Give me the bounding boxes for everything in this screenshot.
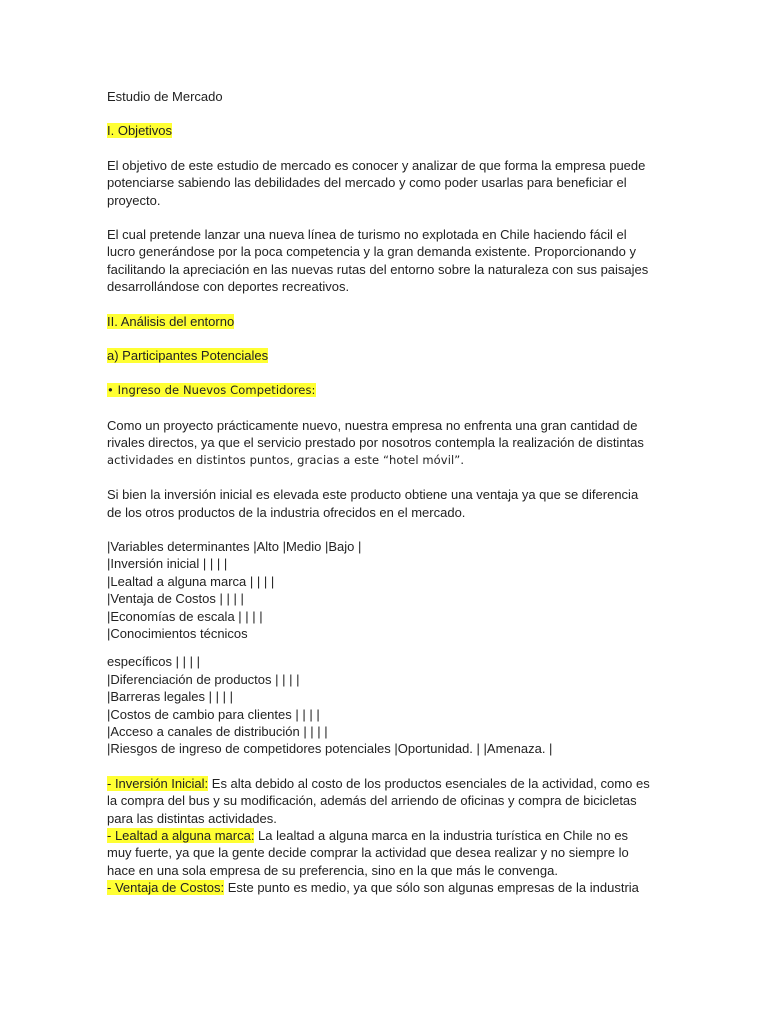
table-row: |Costos de cambio para clientes | | | | [107, 706, 320, 722]
text-line: desarrollándose con deportes recreativos. [107, 279, 350, 295]
table-row: |Diferenciación de productos | | | | [107, 671, 300, 687]
table-row: |Lealtad a alguna marca | | | | [107, 573, 275, 589]
lealtad-label: - Lealtad a alguna marca: [107, 828, 255, 843]
ingreso-heading-text: • Ingreso de Nuevos Competidores: [107, 383, 316, 398]
text-line: Como un proyecto prácticamente nuevo, nuestra empresa no enfrenta una gran cantidad de [107, 417, 638, 433]
table-row: |Inversión inicial | | | | [107, 556, 228, 572]
text-line [107, 827, 667, 844]
lealtad-text: La lealtad a alguna marca en la industria turística en Chile no es [254, 828, 629, 843]
document-title: Estudio de Mercado [107, 89, 223, 104]
text-line: proyecto. [107, 192, 161, 208]
text-line: El objetivo de este estudio de mercado es conocer y analizar de que forma la empresa puede [107, 157, 646, 173]
table-row: |Variables determinantes |Alto |Medio |Bajo | [107, 538, 362, 554]
inversion-label: - Inversión Inicial: [107, 775, 209, 791]
text-line: rivales directos, ya que el servicio prestado por nosotros contempla la realización de distintas [107, 435, 644, 451]
table-row: |Acceso a canales de distribución | | | | [107, 723, 328, 739]
objetivos-heading-text: I. Objetivos [107, 123, 173, 139]
document-page [107, 88, 667, 897]
objetivos-paragraph-1 [107, 157, 667, 209]
table-row: |Ventaja de Costos | | | | [107, 591, 244, 607]
objetivos-heading [107, 122, 667, 139]
table-row: |Barreras legales | | | | [107, 689, 233, 705]
text-line: muy fuerte, ya que la gente decide comprar la actividad que desea realizar y no siempre lo [107, 845, 629, 861]
text-line: para las distintas actividades. [107, 810, 277, 826]
table-row: |Economías de escala | | | | [107, 608, 263, 624]
text-line: facilitando la apreciación en las nuevas rutas del entorno sobre la naturaleza con sus paisajes [107, 261, 649, 277]
objetivos-paragraph-2 [107, 226, 667, 296]
ventaja-label: - Ventaja de Costos: [107, 880, 225, 896]
analisis-heading-text: II. Análisis del entorno [107, 313, 235, 329]
analisis-heading [107, 313, 667, 330]
lealtad-paragraph [107, 827, 667, 879]
table-row: específicos | | | | [107, 654, 200, 670]
text-line [107, 775, 667, 792]
text-line: lucro generándose por la poca competencia y la gran demanda existente. Proporcionando y [107, 244, 637, 260]
variables-table-block-2 [107, 653, 667, 757]
table-row: |Conocimientos técnicos [107, 625, 248, 641]
ingreso-heading [107, 381, 667, 399]
ventaja-text: Este punto es medio, ya que sólo son algunas empresas de la industria [224, 880, 639, 896]
table-row: |Riesgos de ingreso de competidores potenciales |Oportunidad. | |Amenaza. | [107, 741, 553, 757]
text-line: potenciarse sabiendo las debilidades del mercado y como poder usarlas para beneficiar el [107, 175, 627, 191]
text-line: la compra del bus y su modificación, además del arriendo de oficinas y compra de bicicletas [107, 793, 637, 809]
variables-table-block-1 [107, 538, 667, 642]
inversion-text: Es alta debido al costo de los productos esenciales de la actividad, como es [208, 775, 650, 791]
ventaja-paragraph [107, 879, 667, 896]
text-line: Si bien la inversión inicial es elevada este producto obtiene una ventaja ya que se diferencia [107, 487, 639, 503]
inversion-paragraph [107, 775, 667, 827]
participantes-heading-text: a) Participantes Potenciales [107, 348, 269, 364]
ingreso-paragraph-1 [107, 417, 667, 469]
text-line: hace en una sola empresa de su preferencia, sino en la que más le convenga. [107, 862, 558, 878]
text-line [107, 879, 667, 896]
text-line: actividades en distintos puntos, gracias a este “hotel móvil”. [107, 452, 465, 467]
text-line: de los otros productos de la industria ofrecidos en el mercado. [107, 504, 466, 520]
ingreso-paragraph-2 [107, 486, 667, 521]
participantes-heading [107, 347, 667, 364]
text-line: El cual pretende lanzar una nueva línea de turismo no explotada en Chile haciendo fácil el [107, 227, 627, 243]
